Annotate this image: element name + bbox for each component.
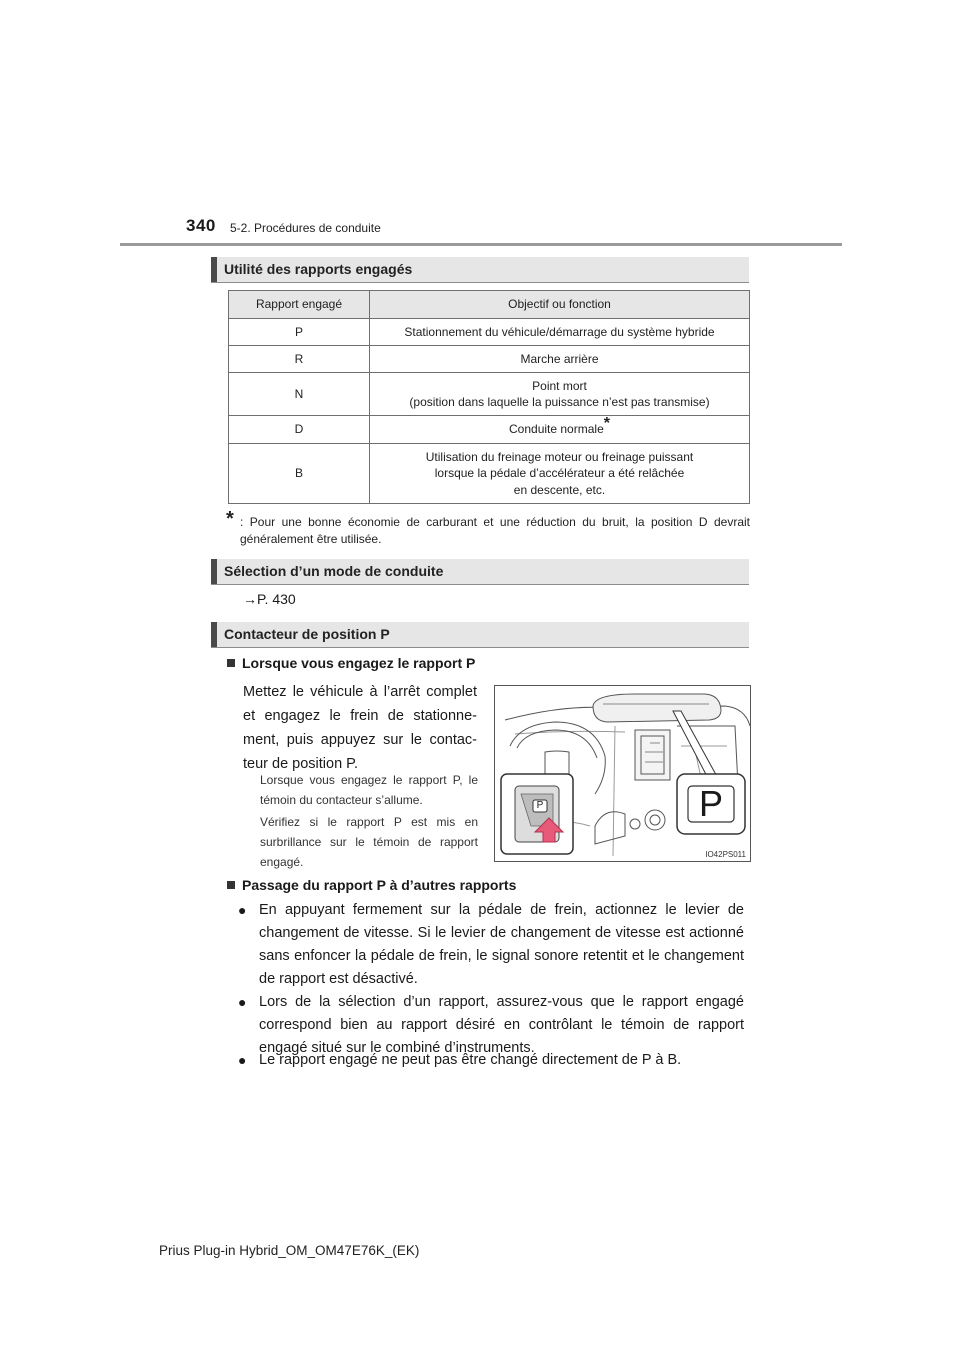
table-header-row — [229, 291, 750, 319]
heading-bar — [211, 622, 217, 647]
table-cell-function — [370, 373, 750, 416]
section-heading-text: Utilité des rapports engagés — [224, 261, 413, 277]
list-item — [238, 899, 744, 991]
table-row — [229, 416, 750, 444]
section-title: 5-2. Procédures de conduite — [230, 221, 381, 235]
table-header-gear: Rapport engagé — [229, 291, 370, 319]
table-row — [229, 444, 750, 504]
section-heading-gear-use — [211, 257, 749, 283]
note-verify: Vérifiez si le rapport P est mis en surbrillance sur le témoin de rapport engagé. — [260, 815, 478, 869]
gear-table — [228, 290, 750, 504]
cell-line: Stationnement du véhicule/démarrage du système hybride — [404, 324, 715, 339]
table-cell-gear: R — [229, 346, 370, 373]
bullet-text: Le rapport engagé ne peut pas être changé directement de P à B. — [259, 1052, 682, 1068]
cell-line: (position dans laquelle la puissance n’est pas transmise) — [409, 395, 710, 409]
square-bullet-icon — [227, 659, 235, 667]
p-switch-large-label: P — [698, 783, 723, 824]
subheading-shift-from-p — [227, 877, 516, 893]
bullet-icon: ● — [238, 1052, 247, 1068]
instruction-text: Mettez le véhicule à l’arrêt complet et engagez le frein de stationne- ment, puis appuyez sur le contac- teur de position P. — [243, 684, 477, 772]
table-row — [229, 373, 750, 416]
table-row — [229, 319, 750, 346]
page-reference-link[interactable]: →P. 430 — [243, 591, 296, 607]
bullet-text: En appuyant fermement sur la pédale de frein, actionnez le levier de changement de vitesse. Si le levier de changement de vitesse est actionné sans enfoncer la pédale de frein, le signal sonore retentit et le changement de rapport est désactivé. — [259, 902, 744, 987]
table-row — [229, 346, 750, 373]
table-cell-function — [370, 319, 750, 346]
table-cell-gear: D — [229, 416, 370, 444]
list-item — [238, 1049, 744, 1072]
table-cell-function — [370, 346, 750, 373]
table-header-function: Objectif ou fonction — [370, 291, 750, 319]
cell-line: Conduite normale — [509, 422, 604, 437]
bullet-icon: ● — [238, 902, 247, 918]
table-cell-gear: P — [229, 319, 370, 346]
subheading-engage-p — [227, 655, 475, 671]
header-rule — [120, 243, 842, 246]
table-cell-gear: B — [229, 444, 370, 504]
section-heading-text: Sélection d’un mode de conduite — [224, 563, 444, 579]
footnote-marker: * — [226, 508, 234, 530]
section-heading-text: Contacteur de position P — [224, 626, 390, 642]
table-cell-function — [370, 416, 750, 444]
illustration-code: IO42PS011 — [705, 850, 746, 859]
cell-line: Marche arrière — [520, 351, 599, 366]
square-bullet-icon — [227, 881, 235, 889]
heading-bar — [211, 257, 217, 282]
table-cell-function — [370, 444, 750, 504]
footer-document-id: Prius Plug-in Hybrid_OM_OM47E76K_(EK) — [159, 1243, 420, 1258]
cell-line: en descente, etc. — [513, 482, 606, 497]
section-heading-p-switch — [211, 622, 749, 648]
section-heading-drive-mode — [211, 559, 749, 585]
subheading-text: Passage du rapport P à d’autres rapports — [242, 877, 517, 893]
cell-line: lorsque la pédale d’accélérateur a été relâchée — [434, 466, 685, 481]
table-cell-gear: N — [229, 373, 370, 416]
bullet-text: Lors de la sélection d’un rapport, assurez-vous que le rapport engagé correspond bien au rapport désiré en contrôlant le témoin de rapport engagé situé sur le combiné d’instruments. — [259, 994, 744, 1056]
cell-line: Point mort — [532, 378, 587, 393]
footnote — [226, 508, 750, 548]
cell-line: Utilisation du freinage moteur ou freinage puissant — [425, 450, 694, 465]
note-indicator: Lorsque vous engagez le rapport P, le témoin du contacteur s’allume. — [260, 773, 478, 807]
bullet-icon: ● — [238, 994, 247, 1010]
p-switch-small-label: P — [536, 800, 544, 811]
dashboard-drawing — [495, 686, 750, 861]
footnote-text: : Pour une bonne économie de carburant et une réduction du bruit, la position D devrait généralement être utilisée. — [240, 515, 750, 546]
page-number: 340 — [186, 216, 216, 235]
heading-bar — [211, 559, 217, 584]
dashboard-illustration — [494, 685, 751, 862]
footnote-star: * — [603, 415, 610, 433]
subheading-text: Lorsque vous engagez le rapport P — [242, 655, 476, 671]
